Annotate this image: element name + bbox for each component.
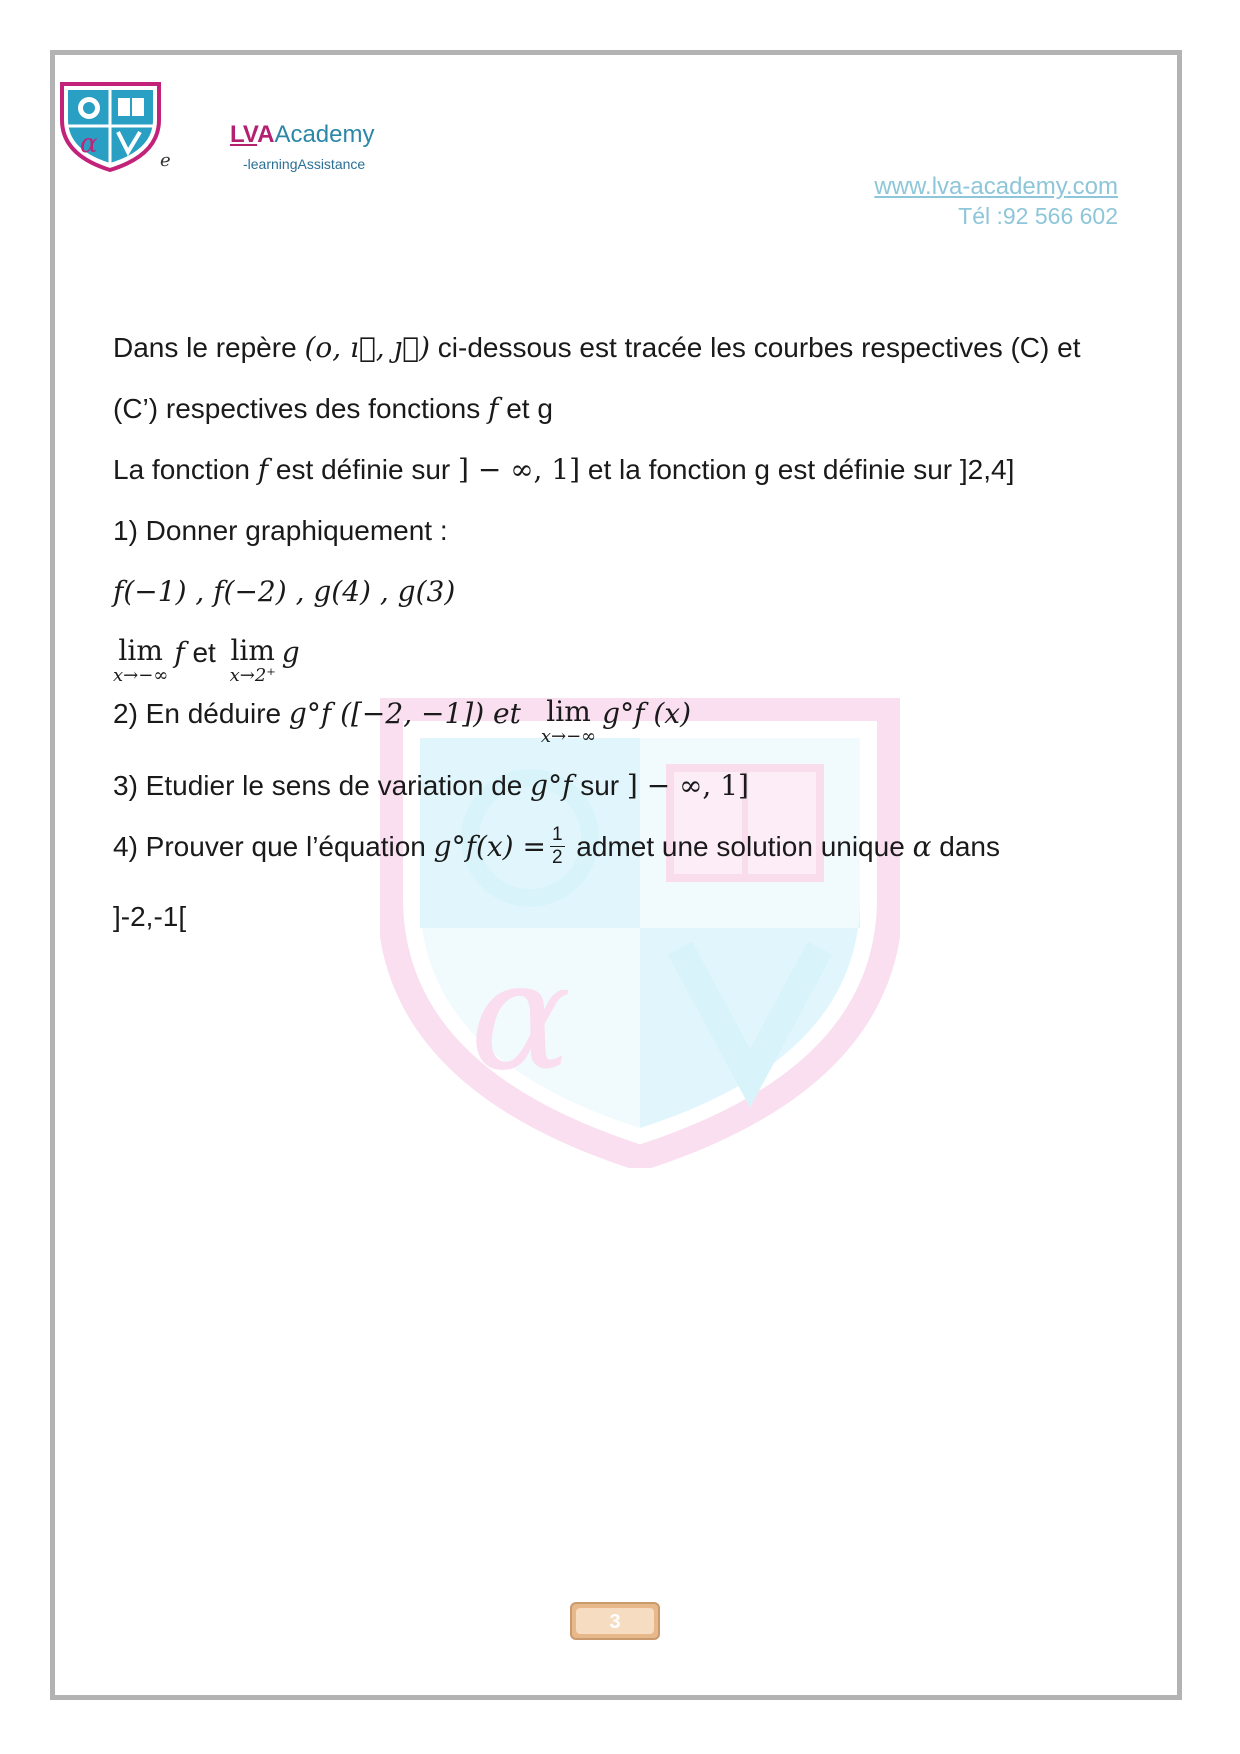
paragraph-functions: (C’) respectives des fonctions f et g <box>113 392 553 425</box>
svg-text:α: α <box>470 930 572 1104</box>
page-number: 3 <box>576 1608 654 1634</box>
phone-number: Tél :92 566 602 <box>958 203 1118 229</box>
question-4-interval: ]-2,-1[ <box>113 901 187 932</box>
page-number-badge <box>570 1602 660 1640</box>
exercise-content <box>113 318 1123 948</box>
question-1-values: f(−1) , f(−2) , g(4) , g(3) <box>113 575 456 608</box>
limit-3: lim x→−∞ <box>540 695 597 747</box>
brand-name: LVAAcademy <box>230 121 375 148</box>
frame-notation: (o, ı⃗, ȷ⃗) <box>304 331 430 364</box>
question-3: 3) Etudier le sens de variation de g°f sur ] − ∞, 1] <box>113 769 749 802</box>
question-2: 2) En déduire g°f ([−2, −1]) et lim x→−∞ g°f (x) <box>113 695 691 747</box>
question-1-limits: lim x→−∞ f et lim x→2⁺ g <box>113 634 300 686</box>
svg-text:α: α <box>80 129 98 159</box>
limit-1: lim x→−∞ <box>113 634 169 686</box>
website-link[interactable]: www.lva-academy.com <box>874 173 1118 200</box>
limit-2: lim x→2⁺ <box>229 634 276 686</box>
fraction-one-half: $\frac{1}{2}$ <box>551 824 563 869</box>
brand-tagline: -learningAssistance <box>243 156 366 172</box>
question-4: 4) Prouver que l’équation g°f(x) = $\frac{1}{2}$ admet une solution unique α dans <box>113 824 1000 869</box>
question-1: 1) Donner graphiquement : <box>113 515 448 546</box>
lva-logo-icon <box>58 80 163 172</box>
e-mark: e <box>160 150 171 171</box>
paragraph-domains: La fonction f est définie sur ] − ∞, 1] et la fonction g est définie sur ]2,4] <box>113 453 1015 486</box>
paragraph-intro: Dans le repère (o, ı⃗, ȷ⃗) ci-dessous est tracée les courbes respectives (C) et <box>113 331 1081 364</box>
